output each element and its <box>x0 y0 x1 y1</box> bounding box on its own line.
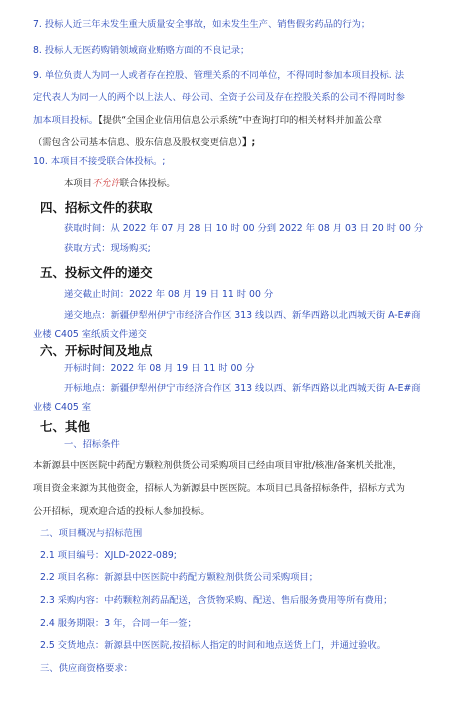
sub-heading-1: 一、招标条件 <box>64 439 120 450</box>
delivery-place: 2.5 交货地点：新源县中医医院,按招标人指定的时间和地点送货上门，并通过验收。 <box>40 640 387 651</box>
project-name: 2.2 项目名称：新源县中医医院中药配方颗粒剂供货公司采购项目； <box>40 572 319 583</box>
procurement-content: 2.3 采购内容：中药颗粒剂药品配送，含货物采购、配送、售后服务费用等所有费用； <box>40 595 393 606</box>
service-period: 2.4 服务期限：3 年，合同一年一签； <box>40 618 197 629</box>
open-place-line-1: 开标地点：新疆伊犁州伊宁市经济合作区 313 线以西、新华西路以北西城天街 A-E#商 <box>64 383 421 394</box>
item-9-notice-cont: （需包含公司基本信息、股东信息及股权变更信息） <box>33 137 243 148</box>
open-time: 开标时间：2022 年 08 月 19 日 11 时 00 分 <box>64 363 255 374</box>
submit-place-line-1: 递交地点：新疆伊犁州伊宁市经济合作区 313 线以西、新华西路以北西城天街 A-E#商 <box>64 310 421 321</box>
section-4-heading: 四、招标文件的获取 <box>40 200 153 215</box>
consortium-b: 不允许 <box>91 178 120 189</box>
sub-heading-2: 二、项目概况与招标范围 <box>40 528 143 539</box>
item-9-line-3 <box>33 114 476 128</box>
consortium-a: 本项目 <box>64 178 92 189</box>
conditions-line-2: 项目资金来源为其他资金，招标人为新源县中医医院。本项目已具备招标条件，招标方式为 <box>33 483 405 494</box>
acquire-method: 获取方式：现场购买; <box>64 243 151 254</box>
open-place-line-2: 业楼 C405 室 <box>33 402 92 413</box>
consortium-line <box>64 177 476 191</box>
item-9-notice: 【提供“全国企业信用信息公示系统”中查询打印的相关材料并加盖公章 <box>98 115 382 126</box>
submit-deadline: 递交截止时间：2022 年 08 月 19 日 11 时 00 分 <box>64 289 274 300</box>
submit-place-line-2: 业楼 C405 室纸质文件递交 <box>33 329 147 340</box>
item-9-line-2: 定代表人为同一人的两个以上法人、母公司、全资子公司及存在控股关系的公司不得同时参 <box>33 92 405 103</box>
conditions-line-1: 本新源县中医医院中药配方颗粒剂供货公司采购项目已经由项目审批/核准/备案机关批准， <box>33 460 402 471</box>
acquire-time: 获取时间：从 2022 年 07 月 28 日 10 时 00 分到 2022 年 08 月 03 日 20 时 00 分 <box>64 223 424 234</box>
item-9-notice-end: 】; <box>242 137 256 148</box>
consortium-c: 联合体投标。 <box>119 178 176 189</box>
section-7-heading: 七、其他 <box>40 419 91 434</box>
section-6-heading: 六、开标时间及地点 <box>40 343 153 358</box>
sub-heading-3: 三、供应商资格要求： <box>40 663 133 674</box>
item-9-line-1: 9. 单位负责人为同一人或者存在控股、管理关系的不同单位，不得同时参加本项目投标. 法 <box>33 70 405 81</box>
section-5-heading: 五、投标文件的递交 <box>40 265 153 280</box>
item-9-line-3-text: 加本项目投标。 <box>33 115 99 126</box>
item-8: 8. 投标人无医药购销领域商业贿赂方面的不良记录； <box>33 45 250 56</box>
item-9-line-4 <box>33 136 476 150</box>
project-number: 2.1 项目编号：XJLD-2022-089; <box>40 550 177 561</box>
conditions-line-3: 公开招标，现欢迎合适的投标人参加投标。 <box>33 506 210 517</box>
item-7: 7. 投标人近三年未发生重大质量安全事故，如未发生生产、销售假劣药品的行为； <box>33 19 371 30</box>
item-10: 10. 本项目不接受联合体投标。; <box>33 156 166 167</box>
